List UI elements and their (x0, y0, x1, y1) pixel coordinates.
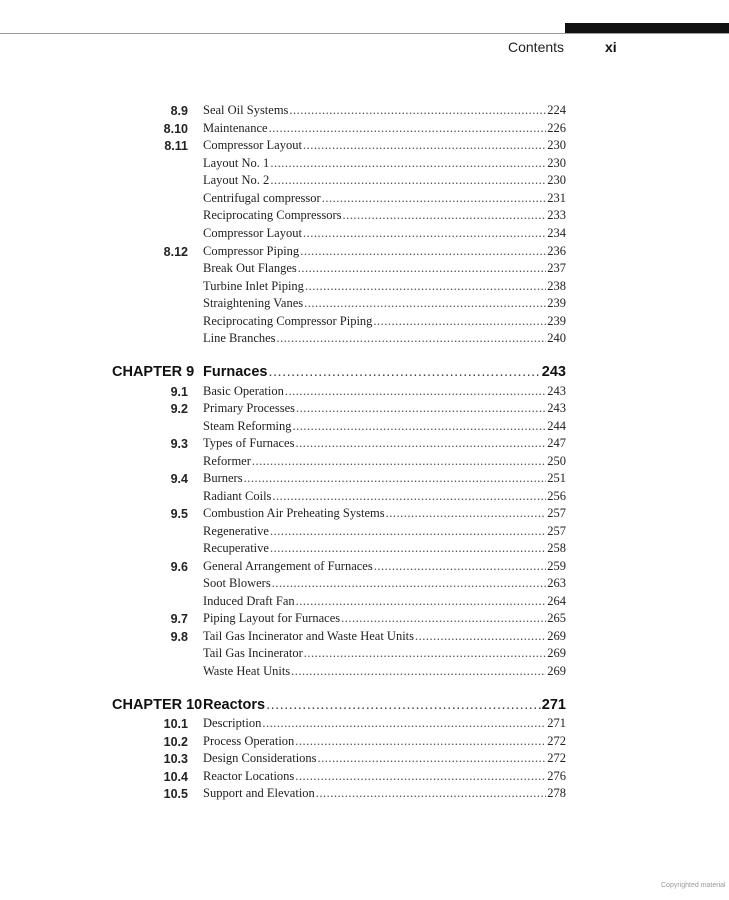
toc-row (0, 156, 729, 173)
toc-row (0, 419, 729, 436)
toc-entry-page: 243 (547, 401, 566, 415)
toc-entry (203, 226, 566, 241)
toc-row (0, 436, 729, 453)
toc-row (0, 594, 729, 611)
toc-entry (203, 331, 566, 346)
dot-leader (303, 226, 546, 241)
toc-entry-page: 250 (547, 454, 566, 468)
dot-leader (262, 716, 546, 731)
toc-entry (203, 594, 566, 609)
toc-entry-title: Basic Operation (203, 384, 284, 398)
toc-entry-title: Description (203, 716, 262, 730)
toc-entry (203, 296, 566, 311)
dot-leader (289, 103, 546, 118)
toc-entry-title: Maintenance (203, 121, 268, 135)
toc-section-number: 9.8 (170, 630, 188, 644)
toc-entry (203, 314, 566, 329)
toc-entry-title: Process Operation (203, 734, 295, 748)
toc-entry (203, 697, 566, 713)
dot-leader (295, 769, 546, 784)
header-rule (0, 33, 729, 34)
dot-leader (270, 173, 546, 188)
toc-entry (203, 629, 566, 644)
toc-entry-title: Centrifugal compressor (203, 191, 321, 205)
toc-entry (203, 471, 566, 486)
toc-entry-page: 238 (547, 279, 566, 293)
toc-entry-title: Soot Blowers (203, 576, 271, 590)
toc-section-number: 8.12 (163, 245, 188, 259)
toc-entry-title: General Arrangement of Furnaces (203, 559, 373, 573)
toc-entry-page: 278 (547, 786, 566, 800)
dot-leader (244, 471, 547, 486)
toc-entry (203, 769, 566, 784)
toc-row (0, 646, 729, 663)
dot-leader (343, 208, 547, 223)
toc-chapter-row (0, 364, 729, 381)
toc-entry-title: Reactors (203, 697, 266, 713)
toc-section-number: 9.4 (170, 472, 188, 486)
toc-chapter-row (0, 697, 729, 714)
toc-entry-page: 271 (541, 697, 566, 713)
toc-entry-page: 258 (547, 541, 566, 555)
toc-entry-title: Support and Elevation (203, 786, 315, 800)
toc-entry-title: Waste Heat Units (203, 664, 291, 678)
dot-leader (296, 401, 546, 416)
toc-entry-title: Design Considerations (203, 751, 317, 765)
toc-entry-page: 243 (541, 364, 566, 380)
toc-row (0, 751, 729, 768)
toc-entry-page: 269 (547, 629, 566, 643)
toc-section-number: 9.7 (170, 612, 188, 626)
dot-leader (295, 436, 546, 451)
toc-entry (203, 541, 566, 556)
toc-entry (203, 524, 566, 539)
toc-entry-page: 237 (547, 261, 566, 275)
toc-entry-title: Break Out Flanges (203, 261, 297, 275)
toc-entry-title: Steam Reforming (203, 419, 292, 433)
toc-row (0, 734, 729, 751)
toc-entry-page: 257 (547, 506, 566, 520)
toc-entry-title: Line Branches (203, 331, 276, 345)
toc-entry (203, 208, 566, 223)
dot-leader (270, 541, 546, 556)
toc-entry (203, 506, 566, 521)
toc-entry (203, 734, 566, 749)
dot-leader (341, 611, 546, 626)
dot-leader (316, 786, 546, 801)
toc-section-number: 8.10 (163, 122, 188, 136)
toc-entry-title: Turbine Inlet Piping (203, 279, 304, 293)
toc-entry (203, 261, 566, 276)
toc-row (0, 244, 729, 261)
toc-entry-title: Compressor Piping (203, 244, 300, 258)
toc-entry-page: 233 (547, 208, 566, 222)
toc-entry-page: 239 (547, 296, 566, 310)
dot-leader (304, 646, 546, 661)
toc-entry (203, 751, 566, 766)
toc-entry (203, 646, 566, 661)
toc-entry-page: 257 (547, 524, 566, 538)
toc-entry-title: Compressor Layout (203, 138, 302, 152)
dot-leader (373, 314, 546, 329)
toc-entry-title: Layout No. 2 (203, 173, 270, 187)
toc-entry (203, 454, 566, 469)
dot-leader (291, 664, 546, 679)
toc-entry-page: 259 (547, 559, 566, 573)
toc-section-number: 10.4 (163, 770, 188, 784)
toc-row (0, 611, 729, 628)
toc-entry-page: 263 (547, 576, 566, 590)
toc-row (0, 191, 729, 208)
toc-section-number: 10.3 (163, 752, 188, 766)
toc-entry-page: 247 (547, 436, 566, 450)
toc-section-number: 10.1 (163, 717, 188, 731)
toc-entry (203, 191, 566, 206)
toc-entry-title: Recuperative (203, 541, 269, 555)
toc-row (0, 559, 729, 576)
toc-entry-title: Regenerative (203, 524, 269, 538)
toc-section-number: 9.3 (170, 437, 188, 451)
toc-entry (203, 664, 566, 679)
dot-leader (374, 559, 547, 574)
toc-entry-title: Induced Draft Fan (203, 594, 295, 608)
toc-row (0, 261, 729, 278)
toc-entry-page: 236 (547, 244, 566, 258)
toc-row (0, 471, 729, 488)
dot-leader (272, 489, 546, 504)
toc-section-number: 9.5 (170, 507, 188, 521)
toc-row (0, 384, 729, 401)
dot-leader (270, 156, 546, 171)
toc-entry-page: 226 (547, 121, 566, 135)
toc-row (0, 786, 729, 803)
toc-entry-title: Straightening Vanes (203, 296, 304, 310)
toc-entry (203, 401, 566, 416)
toc-row (0, 664, 729, 681)
toc-row (0, 296, 729, 313)
toc-entry (203, 138, 566, 153)
dot-leader (268, 364, 540, 380)
toc-row (0, 208, 729, 225)
toc-row (0, 138, 729, 155)
toc-entry-title: Reciprocating Compressors (203, 208, 342, 222)
running-title: Contents (508, 39, 565, 55)
toc-row (0, 506, 729, 523)
toc-entry-page: 271 (547, 716, 566, 730)
toc-entry-page: 230 (547, 173, 566, 187)
toc-entry-page: 256 (547, 489, 566, 503)
toc-entry-page: 272 (547, 751, 566, 765)
toc-chapter-number: CHAPTER 9 (112, 364, 195, 380)
toc-entry (203, 103, 566, 118)
dot-leader (318, 751, 547, 766)
toc-entry (203, 279, 566, 294)
toc-row (0, 524, 729, 541)
toc-row (0, 769, 729, 786)
dot-leader (293, 419, 547, 434)
toc-section-number: 9.1 (170, 385, 188, 399)
toc-section-number: 10.5 (163, 787, 188, 801)
toc-entry-page: 240 (547, 331, 566, 345)
toc-entry-page: 264 (547, 594, 566, 608)
toc-entry-page: 251 (547, 471, 566, 485)
toc-row (0, 331, 729, 348)
toc-row (0, 173, 729, 190)
toc-entry (203, 156, 566, 171)
toc-entry-title: Primary Processes (203, 401, 295, 415)
copyright-note: Copyrighted material (661, 882, 726, 889)
toc-row (0, 489, 729, 506)
toc-row (0, 279, 729, 296)
dot-leader (304, 296, 546, 311)
toc-entry (203, 364, 566, 380)
toc-entry-page: 269 (547, 664, 566, 678)
toc-entry-page: 239 (547, 314, 566, 328)
toc-entry-title: Tail Gas Incinerator (203, 646, 303, 660)
toc-entry (203, 786, 566, 801)
toc-row (0, 226, 729, 243)
toc-entry-title: Types of Furnaces (203, 436, 295, 450)
toc-chapter-number: CHAPTER 10 (112, 697, 203, 713)
dot-leader (386, 506, 547, 521)
toc-section-number: 9.6 (170, 560, 188, 574)
toc-entry-title: Combustion Air Preheating Systems (203, 506, 385, 520)
toc-entry (203, 611, 566, 626)
dot-leader (270, 524, 546, 539)
toc-row (0, 541, 729, 558)
toc-entry-title: Seal Oil Systems (203, 103, 289, 117)
toc-entry-page: 265 (547, 611, 566, 625)
toc-section-number: 10.2 (163, 735, 188, 749)
toc-entry-page: 243 (547, 384, 566, 398)
page-number: xi (605, 39, 617, 55)
toc-entry (203, 173, 566, 188)
toc-entry-page: 230 (547, 138, 566, 152)
toc-row (0, 629, 729, 646)
toc-entry (203, 121, 566, 136)
dot-leader (277, 331, 547, 346)
dot-leader (298, 261, 547, 276)
dot-leader (296, 594, 547, 609)
toc-row (0, 314, 729, 331)
toc-entry (203, 419, 566, 434)
toc-entry (203, 436, 566, 451)
dot-leader (269, 121, 547, 136)
toc-entry (203, 244, 566, 259)
toc-row (0, 103, 729, 120)
toc-row (0, 576, 729, 593)
toc-entry (203, 576, 566, 591)
toc-section-number: 8.11 (164, 139, 188, 153)
toc-entry-title: Compressor Layout (203, 226, 302, 240)
dot-leader (295, 734, 546, 749)
toc-entry-page: 234 (547, 226, 566, 240)
toc-entry-title: Radiant Coils (203, 489, 272, 503)
dot-leader (285, 384, 546, 399)
toc-row (0, 121, 729, 138)
toc-entry-title: Reciprocating Compressor Piping (203, 314, 373, 328)
toc-entry-title: Piping Layout for Furnaces (203, 611, 341, 625)
toc-entry-title: Layout No. 1 (203, 156, 270, 170)
toc-entry-title: Burners (203, 471, 243, 485)
toc-entry-title: Tail Gas Incinerator and Waste Heat Units (203, 629, 415, 643)
toc-entry-page: 269 (547, 646, 566, 660)
toc-entry (203, 716, 566, 731)
dot-leader (303, 138, 546, 153)
toc-entry-page: 244 (547, 419, 566, 433)
toc-entry-page: 276 (547, 769, 566, 783)
toc-entry (203, 559, 566, 574)
dot-leader (305, 279, 546, 294)
toc-row (0, 716, 729, 733)
toc-entry-page: 272 (547, 734, 566, 748)
toc-entry-title: Furnaces (203, 364, 268, 380)
toc-entry-page: 230 (547, 156, 566, 170)
toc-section-number: 9.2 (170, 402, 188, 416)
dot-leader (300, 244, 546, 259)
toc-entry-title: Reactor Locations (203, 769, 295, 783)
toc-entry-page: 231 (547, 191, 566, 205)
dot-leader (252, 454, 546, 469)
toc-row (0, 454, 729, 471)
dot-leader (415, 629, 546, 644)
dot-leader (322, 191, 547, 206)
toc-entry-page: 224 (547, 103, 566, 117)
toc-entry-title: Reformer (203, 454, 251, 468)
dot-leader (272, 576, 547, 591)
dot-leader (266, 697, 541, 713)
toc-entry (203, 384, 566, 399)
toc-row (0, 401, 729, 418)
toc-section-number: 8.9 (170, 104, 188, 118)
toc-entry (203, 489, 566, 504)
